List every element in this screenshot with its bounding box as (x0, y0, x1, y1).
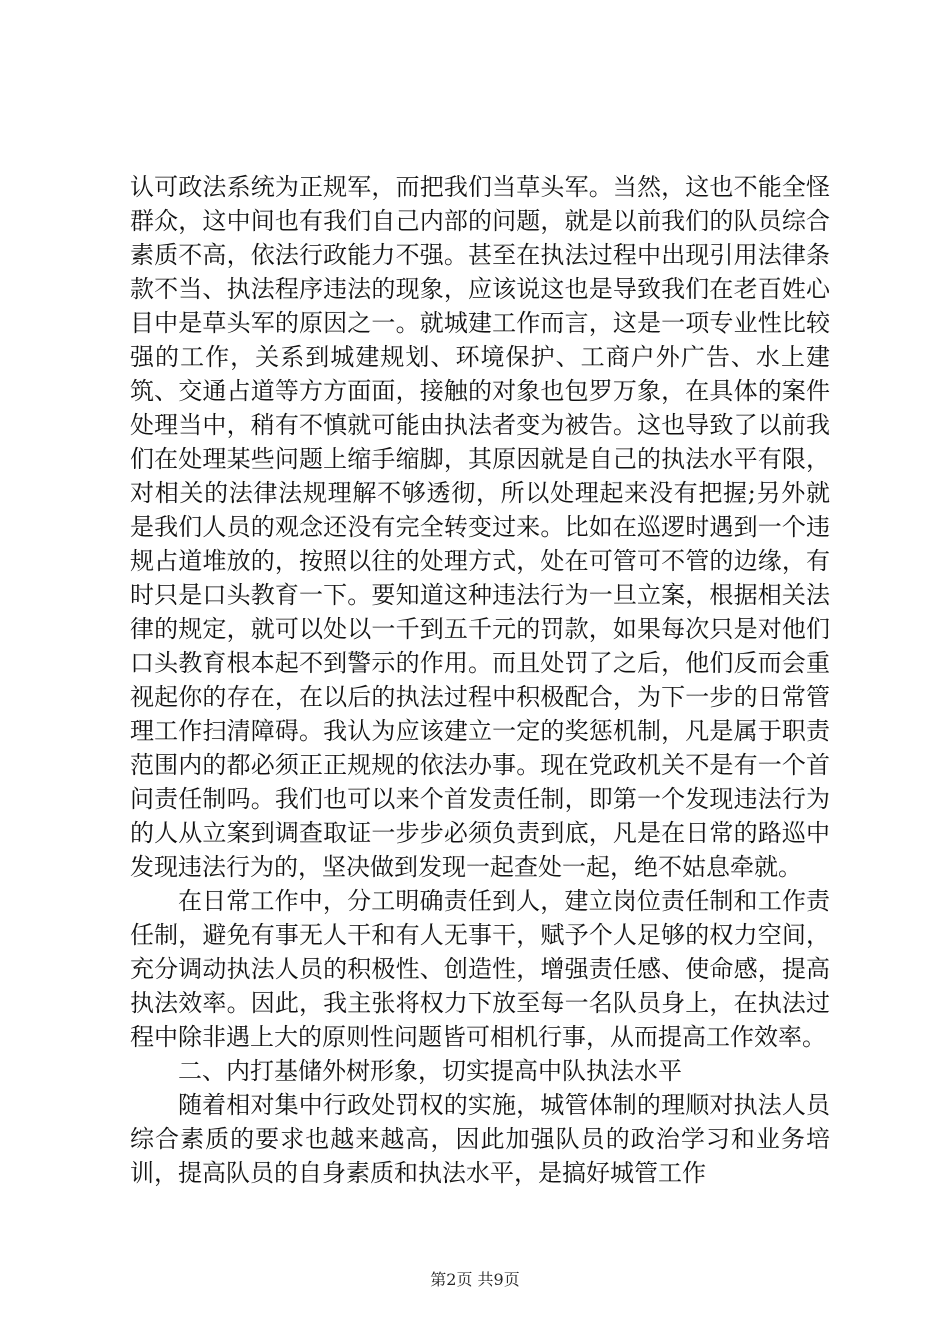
page-number-footer: 第2页 共9页 (430, 1270, 520, 1289)
paragraph-3: 随着相对集中行政处罚权的实施，城管体制的理顺对执法人员综合素质的要求也越来越高，因此加强队员的政治学习和业务培训，提高队员的自身素质和执法水平，是搞好城管工作 (130, 1091, 830, 1187)
paragraph-2: 在日常工作中，分工明确责任到人，建立岗位责任制和工作责任制，避免有事无人干和有人无事干，赋予个人足够的权力空间，充分调动执法人员的积极性、创造性，增强责任感、使命感，提高执法效率。因此，我主张将权力下放至每一名队员身上，在执法过程中除非遇上大的原则性问题皆可相机行事，从而提高工作效率。 (130, 887, 830, 1051)
document-body (130, 170, 830, 1190)
paragraph-1: 认可政法系统为正规军，而把我们当草头军。当然，这也不能全怪群众，这中间也有我们自己内部的问题，就是以前我们的队员综合素质不高，依法行政能力不强。甚至在执法过程中出现引用法律条款不当、执法程序违法的现象，应该说这也是导致我们在老百姓心目中是草头军的原因之一。就城建工作而言，这是一项专业性比较强的工作，关系到城建规划、环境保护、工商户外广告、水上建筑、交通占道等方方面面，接触的对象也包罗万象，在具体的案件处理当中，稍有不慎就可能由执法者变为被告。这也导致了以前我们在处理某些问题上缩手缩脚，其原因就是自己的执法水平有限，对相关的法律法规理解不够透彻，所以处理起来没有把握;另外就是我们人员的观念还没有完全转变过来。比如在巡逻时遇到一个违规占道堆放的，按照以往的处理方式，处在可管可不管的边缘，有时只是口头教育一下。要知道这种违法行为一旦立案，根据相关法律的规定，就可以处以一千到五千元的罚款，如果每次只是对他们口头教育根本起不到警示的作用。而且处罚了之后，他们反而会重视起你的存在，在以后的执法过程中积极配合，为下一步的日常管理工作扫清障碍。我认为应该建立一定的奖惩机制，凡是属于职责范围内的都必须正正规规的依法办事。现在党政机关不是有一个首问责任制吗。我们也可以来个首发责任制，即第一个发现违法行为的人从立案到调查取证一步步必须负责到底，凡是在日常的路巡中发现违法行为的，坚决做到发现一起查处一起，绝不姑息牵就。 (130, 173, 830, 881)
section-heading: 二、内打基储外树形象，切实提高中队执法水平 (178, 1057, 682, 1085)
